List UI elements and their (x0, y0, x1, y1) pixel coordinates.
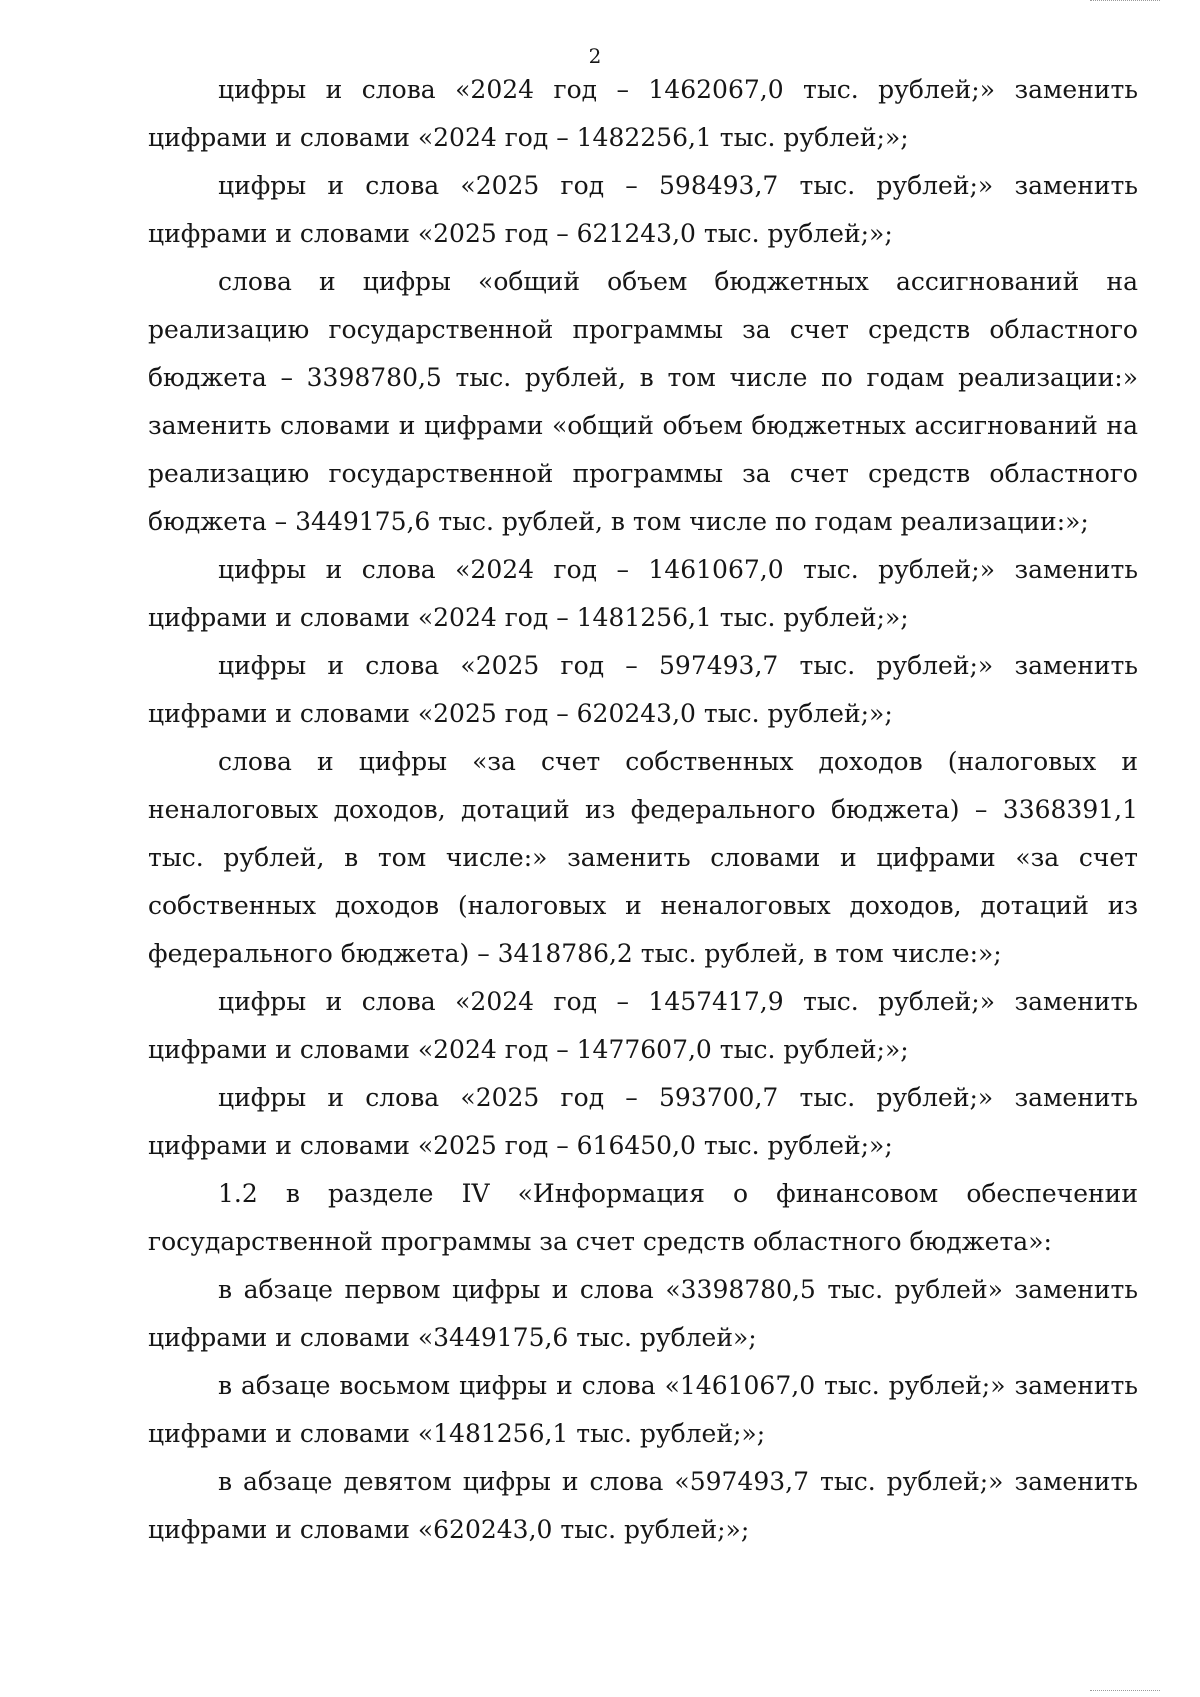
paragraph-5: цифры и слова «2025 год – 597493,7 тыс. рублей;» заменить цифрами и словами «2025 год – 620243,0 тыс. рублей;»; (148, 651, 1138, 728)
paragraph-12: в абзаце девятом цифры и слова «597493,7 тыс. рублей;» заменить цифрами и словами «620243,0 тыс. рублей;»; (148, 1467, 1138, 1544)
document-body (148, 66, 1138, 1554)
paragraph-9: 1.2 в разделе IV «Информация о финансовом обеспечении государственной программы за счет средств областного бюджета»: (148, 1179, 1138, 1256)
paragraph-3: слова и цифры «общий объем бюджетных ассигнований на реализацию государственной программы за счет средств областного бюджета – 3398780,5 тыс. рублей, в том числе по годам реализации:» заменить словами и цифрами «общий объем бюджетных ассигнований на реализацию государственной программы за счет средств областного бюджета – 3449175,6 тыс. рублей, в том числе по годам реализации:»; (148, 267, 1138, 536)
paragraph-7: цифры и слова «2024 год – 1457417,9 тыс. рублей;» заменить цифрами и словами «2024 год – 1477607,0 тыс. рублей;»; (148, 987, 1138, 1064)
scan-edge-mark-bottom (1090, 1686, 1160, 1691)
paragraph-4: цифры и слова «2024 год – 1461067,0 тыс. рублей;» заменить цифрами и словами «2024 год – 1481256,1 тыс. рублей;»; (148, 555, 1138, 632)
page-number: 2 (588, 44, 602, 68)
paragraph-6: слова и цифры «за счет собственных доходов (налоговых и неналоговых доходов, дотаций из федерального бюджета) – 3368391,1 тыс. рублей, в том числе:» заменить словами и цифрами «за счет собственных доходов (налоговых и неналоговых доходов, дотаций из федерального бюджета) – 3418786,2 тыс. рублей, в том числе:»; (148, 747, 1138, 968)
paragraph-10: в абзаце первом цифры и слова «3398780,5 тыс. рублей» заменить цифрами и словами «3449175,6 тыс. рублей»; (148, 1275, 1138, 1352)
paragraph-11: в абзаце восьмом цифры и слова «1461067,0 тыс. рублей;» заменить цифрами и словами «1481256,1 тыс. рублей;»; (148, 1371, 1138, 1448)
paragraph-2: цифры и слова «2025 год – 598493,7 тыс. рублей;» заменить цифрами и словами «2025 год – 621243,0 тыс. рублей;»; (148, 171, 1138, 248)
paragraph-8: цифры и слова «2025 год – 593700,7 тыс. рублей;» заменить цифрами и словами «2025 год – 616450,0 тыс. рублей;»; (148, 1083, 1138, 1160)
scan-edge-mark (1090, 0, 1160, 5)
paragraph-1: цифры и слова «2024 год – 1462067,0 тыс. рублей;» заменить цифрами и словами «2024 год – 1482256,1 тыс. рублей;»; (148, 75, 1138, 152)
